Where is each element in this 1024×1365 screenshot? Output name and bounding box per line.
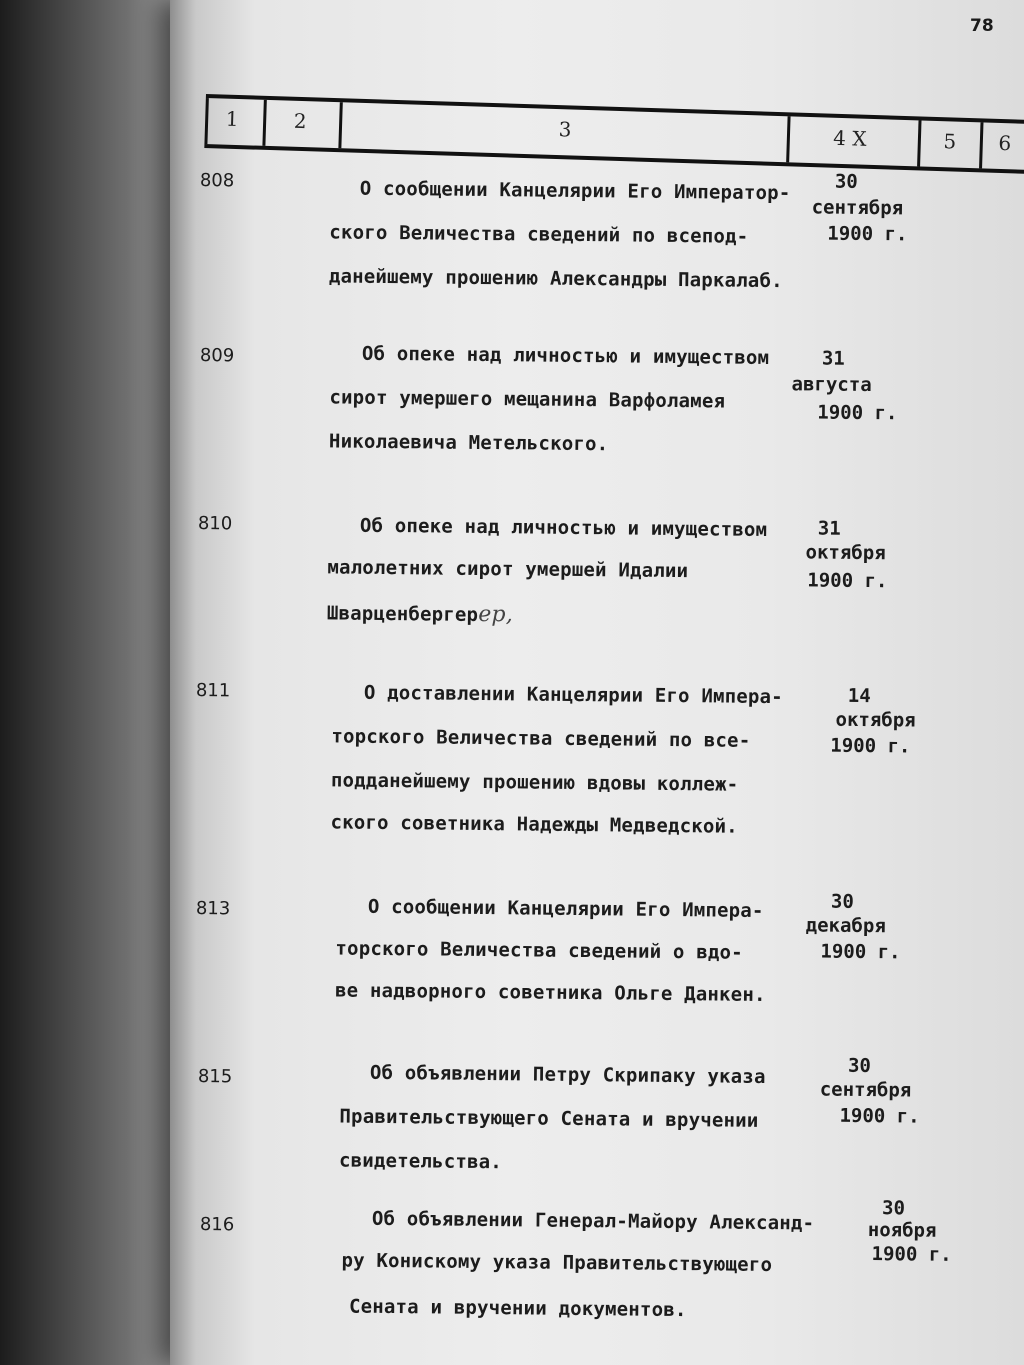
column-divider <box>917 120 921 166</box>
record-description-line: ского советника Надежды Медведской. <box>330 811 738 838</box>
record-date-year: 1900 г. <box>817 401 898 425</box>
record-description-line: подданейшему прошению вдовы коллеж- <box>330 769 739 796</box>
record-entry <box>197 513 1024 662</box>
record-description-line: торского Величества сведений о вдо- <box>335 937 743 964</box>
record-entry <box>199 342 1024 494</box>
record-description-line: Об объявлении Петру Скрипаку указа <box>369 1061 766 1088</box>
column-header-table <box>204 94 1024 174</box>
record-number: 811 <box>195 680 231 702</box>
record-date-day: 30 <box>830 890 855 913</box>
column-divider <box>204 98 208 144</box>
record-number: 816 <box>199 1214 235 1236</box>
record-description-line: ру Конискому указа Правительствующего <box>341 1249 773 1276</box>
record-description-line: торского Величества сведений по все- <box>331 725 751 752</box>
column-header-1: 1 <box>225 106 239 132</box>
record-date-month: октября <box>805 541 886 565</box>
record-description-line: малолетних сирот умершей Идалии <box>327 556 689 583</box>
record-description-line: Об объявлении Генерал-Майору Александ- <box>371 1207 815 1235</box>
record-description-line: Об опеке над личностью и имуществом <box>359 514 768 541</box>
record-date-year: 1900 г. <box>871 1243 952 1266</box>
record-date-year: 1900 г. <box>820 940 901 964</box>
record-description-line: О сообщении Канцелярии Его Импера- <box>367 895 764 922</box>
column-header-4: 4 X <box>832 125 867 151</box>
record-date-year: 1900 г. <box>839 1104 920 1128</box>
column-header-3: 3 <box>558 117 572 142</box>
record-description-line: О сообщении Канцелярии Его Император- <box>359 177 791 205</box>
record-date-day: 30 <box>881 1197 906 1220</box>
record-number: 813 <box>195 898 231 920</box>
column-divider <box>979 122 983 168</box>
record-date-day: 30 <box>847 1054 872 1078</box>
archive-page <box>170 0 1024 1365</box>
record-description-line <box>327 600 513 627</box>
record-date-month: сентября <box>819 1078 912 1102</box>
record-entry <box>197 1054 1024 1215</box>
record-date-day: 14 <box>847 684 871 708</box>
handwritten-correction: ер, <box>478 601 514 628</box>
record-description-line: ве надворного советника Ольге Данкен. <box>334 979 766 1006</box>
record-description-line: Правительствующего Сената и вручении <box>339 1105 759 1132</box>
record-description-line: сирот умершего мещанина Варфоламея <box>329 386 726 413</box>
record-description-line: Об опеке над личностью и имуществом <box>361 342 770 369</box>
record-date-day: 30 <box>834 170 858 193</box>
record-date-year: 1900 г. <box>830 734 911 758</box>
record-number: 810 <box>197 513 233 535</box>
record-date-year: 1900 г. <box>827 222 908 246</box>
record-date-month: августа <box>791 373 872 397</box>
record-date-day: 31 <box>817 517 841 540</box>
record-entry <box>199 170 1024 319</box>
record-number: 815 <box>197 1066 233 1088</box>
page-number: 78 <box>970 16 994 36</box>
column-header-5: 5 <box>943 129 957 154</box>
record-entry <box>195 680 1024 838</box>
record-date-month: сентября <box>811 196 904 220</box>
record-number: 809 <box>199 345 235 367</box>
record-description-line: О доставлении Канцелярии Его Импера- <box>363 681 783 709</box>
record-date-month: октября <box>835 708 916 732</box>
record-date-month: ноября <box>867 1218 937 1242</box>
column-divider <box>338 102 342 148</box>
column-divider <box>786 116 790 162</box>
record-surname: Шварценбергер <box>326 602 479 626</box>
record-description-line: ского Величества сведений по всепод- <box>329 221 749 248</box>
record-entry <box>195 890 1024 1047</box>
record-number: 808 <box>199 170 235 192</box>
record-entry <box>199 1197 1024 1363</box>
record-description-line: свидетельства. <box>338 1149 503 1174</box>
column-header-6: 6 <box>998 130 1012 156</box>
column-divider <box>262 100 266 146</box>
record-description-line: Сената и вручении документов. <box>348 1295 687 1322</box>
column-header-2: 2 <box>293 108 307 134</box>
record-date-day: 31 <box>821 347 845 370</box>
record-date-year: 1900 г. <box>807 569 888 593</box>
record-description-line: данейшему прошению Александры Паркалаб. <box>328 265 783 293</box>
record-description-line: Николаевича Метельского. <box>328 430 609 456</box>
record-date-month: декабря <box>805 914 886 938</box>
